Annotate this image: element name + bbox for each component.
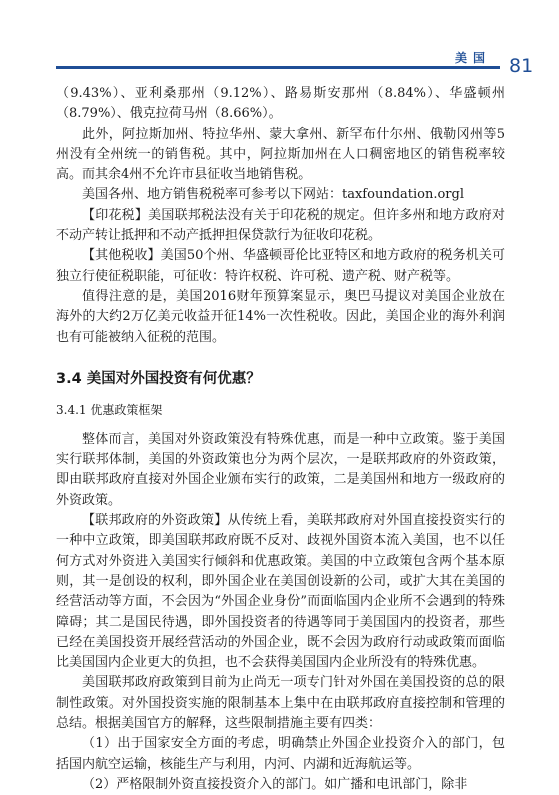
header-country: 美国	[455, 51, 492, 65]
page-content	[56, 84, 505, 795]
paragraph: 整体而言，美国对外资政策没有特殊优惠，而是一种中立政策。鉴于美国实行联邦体制，美国的外资政策也分为两个层次，一是联邦政府的外资政策，即由联邦政府直接对外国企业颁布实行的政策，二是美国州和地方一级政府的外资政策。	[56, 431, 505, 508]
paragraph: 【其他税收】美国50个州、华盛顿哥伦比亚特区和地方政府的税务机关可独立行使征税职能，可征收：特许权税、许可税、遗产税、财产税等。	[56, 248, 505, 284]
paragraph: 美国联邦政府政策到目前为止尚无一项专门针对外国在美国投资的总的限制性政策。对外国投资实施的限制基本上集中在由联邦政府直接控制和管理的总结。根据美国官方的解释，这些限制措施主要有四类：	[56, 675, 505, 732]
paragraph: 【联邦政府的外资政策】从传统上看，美联邦政府对外国直接投资实行的一种中立政策，即美国联邦政府既不反对、歧视外国资本流入美国，也不以任何方式对外资进入美国实行倾斜和优惠政策。美国的中立政策包含两个基本原则，其一是创设的权利，即外国企业在美国创设新的公司，或扩大其在美国的经营活动等方面，不会因为“外国企业身份”而面临国内企业所不会遇到的特殊障碍；其二是国民待遇，即外国投资者的待遇等同于美国国内的投资者，那些已经在美国投资开展经营活动的外国企业，既不会因为政府行动或政策而面临比美国国内企业更大的负担，也不会获得美国国内企业所没有的特殊优惠。	[56, 513, 505, 671]
paragraph: （9.43%）、亚利桑那州（9.12%）、路易斯安那州（8.84%）、华盛顿州（8.79%）、俄克拉荷马州（8.66%）。	[56, 86, 505, 122]
paragraph: 值得注意的是，美国2016财年预算案显示，奥巴马提议对美国企业放在海外的大约2万亿美元收益开征14%一次性税收。因此，美国企业的海外利润也有可能被纳入征税的范围。	[56, 288, 505, 345]
paragraph: 美国各州、地方销售税税率可参考以下网站：taxfoundation.orgl	[82, 187, 464, 203]
header-rule	[56, 66, 500, 69]
paragraph: （1）出于国家安全方面的考虑，明确禁止外国企业投资介入的部门，包括国内航空运输，核能生产与利用，内河、内湖和近海航运等。	[56, 736, 505, 772]
paragraph: （2）严格限制外资直接投资介入的部门。如广播和电讯部门，除非	[82, 776, 468, 792]
subsection-title: 3.4.1 优惠政策框架	[56, 402, 163, 417]
section-title: 3.4 美国对外国投资有何优惠？	[56, 370, 261, 387]
paragraph: 此外，阿拉斯加州、特拉华州、蒙大拿州、新罕布什尔州、俄勒冈州等5州没有全州统一的销售税。其中，阿拉斯加州在人口稠密地区的销售税率较高。而其余4州不允许市县征收当地销售税。	[56, 126, 505, 183]
paragraph: 【印花税】美国联邦税法没有关于印花税的规定。但许多州和地方政府对不动产转让抵押和不动产抵押担保贷款行为征收印花税。	[56, 207, 505, 244]
page-number: 81	[509, 55, 534, 77]
